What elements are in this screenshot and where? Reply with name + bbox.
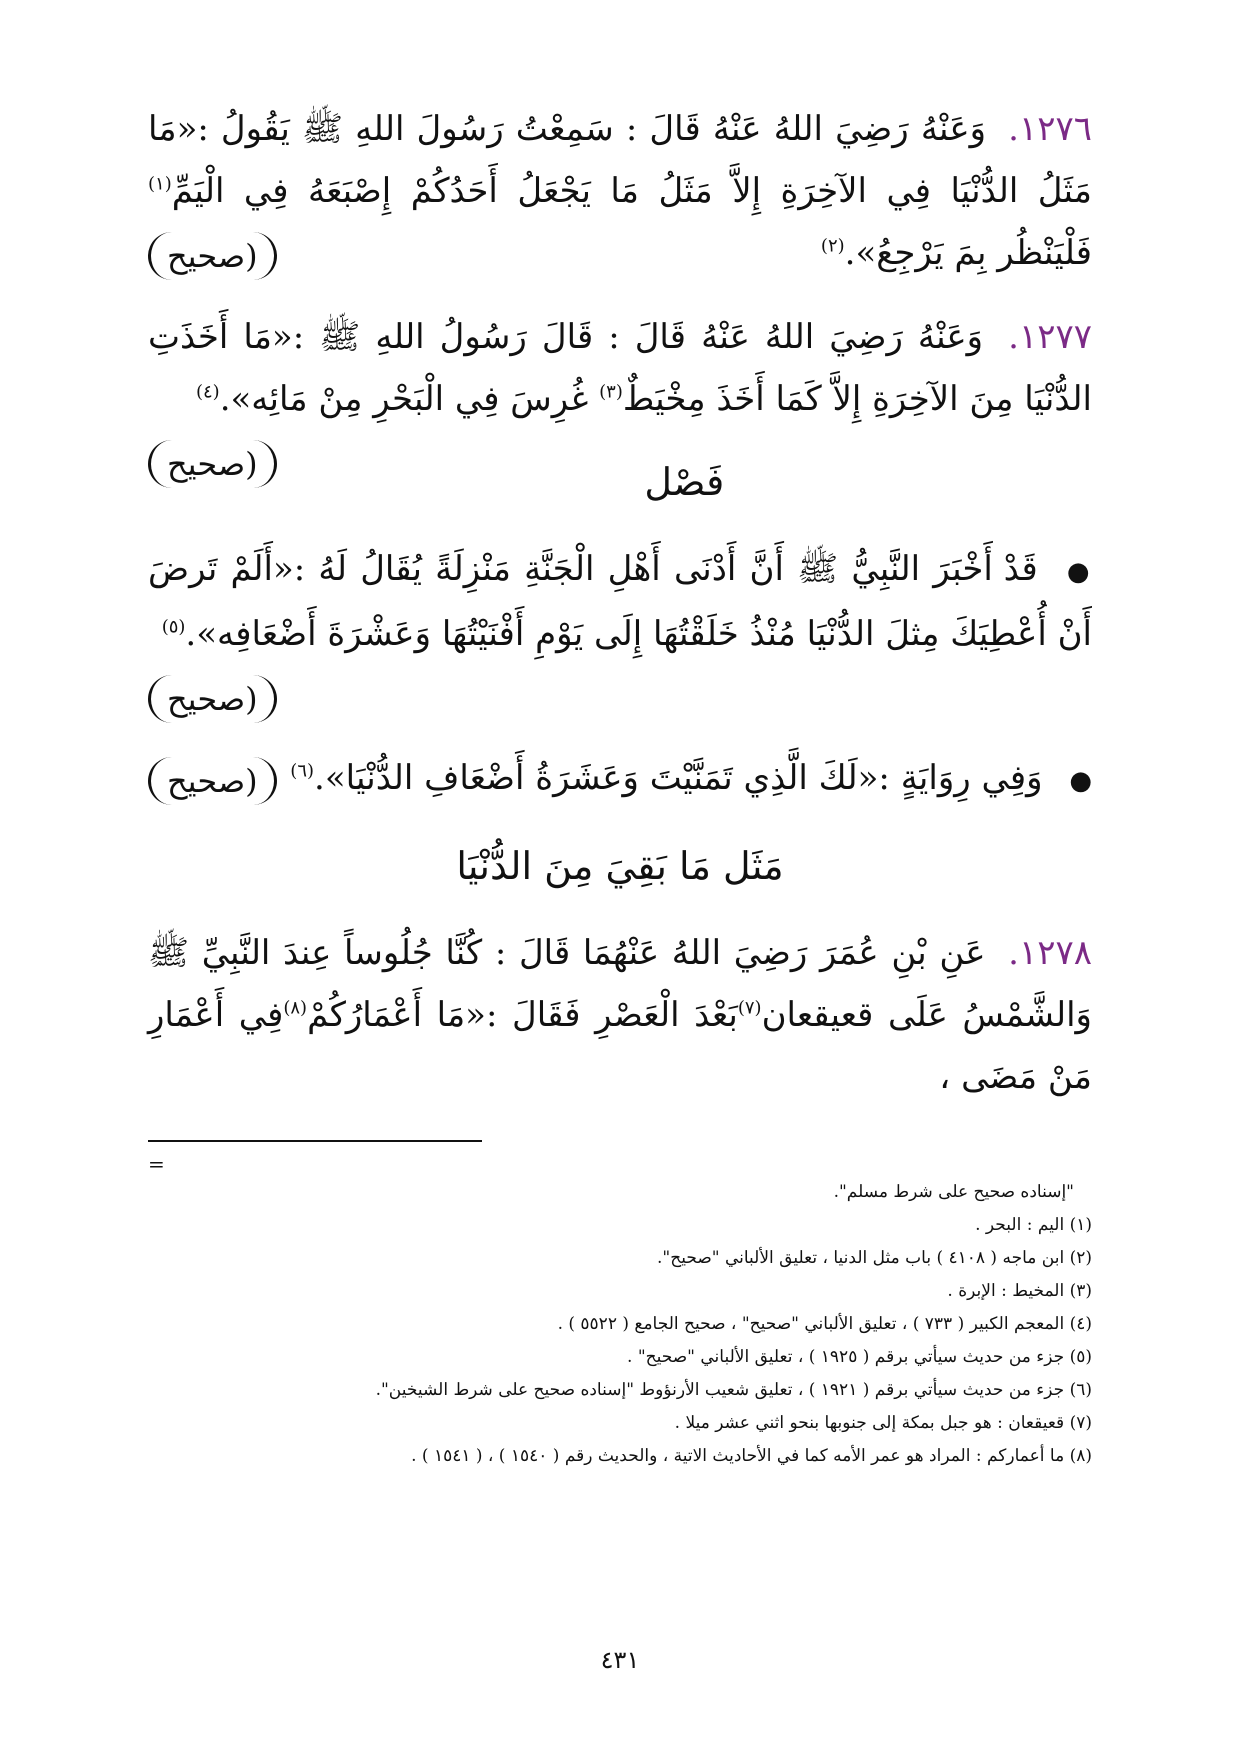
bullet-text: وَفِي رِوَايَةٍ :«لَكَ الَّذِي تَمَنَّيْتَ وَعَشَرَةُ أَضْعَافِ الدُّنْيَا». xyxy=(314,758,1043,798)
main-text xyxy=(148,98,1092,1130)
hadith-number: ١٢٧٦. xyxy=(1008,109,1092,149)
page-number: ٤٣١ xyxy=(600,1646,640,1674)
footnote-item: (٥) جزء من حديث سيأتي برقم ( ١٩٢٥ ) ، تعليق الألباني "صحيح" . xyxy=(627,1347,1092,1367)
bullet-icon: ● xyxy=(1069,766,1092,796)
hadith-1278 xyxy=(148,922,1092,1108)
grade-badge: (صحيح xyxy=(148,232,277,280)
section-heading: فَصْل xyxy=(644,460,725,504)
footnote-ref: (٦) xyxy=(290,760,315,782)
hadith-text: وَعَنْهُ رَضِيَ اللهُ عَنْهُ قَالَ : قَالَ رَسُولُ اللهِ ﷺ :«مَا أَخَذَتِ الدُّنْيَا مِنَ الآخِرَةِ إِلاَّ كَمَا أَخَذَ مِخْيَطٌ xyxy=(148,317,1092,419)
bullet-item xyxy=(148,538,1092,723)
footnote-ref: (٣) xyxy=(599,381,623,403)
bullet-item xyxy=(148,747,1092,812)
section-heading: مَثَل مَا بَقِيَ مِنَ الدُّنْيَا xyxy=(456,844,784,888)
footnote-item: (٧) قعيقعان : هو جبل بمكة إلى جنوبها بنحو اثني عشر ميلا . xyxy=(674,1413,1092,1433)
footnote-ref: (٨) xyxy=(283,997,308,1019)
hadith-text: فَلْيَنْظُر بِمَ يَرْجِعُ». xyxy=(844,233,1092,273)
grade-badge: (صحيح xyxy=(148,757,277,805)
footnote-item: (٢) ابن ماجه ( ٤١٠٨ ) باب مثل الدنيا ، تعليق الألباني "صحيح". xyxy=(657,1248,1092,1268)
footnote-divider xyxy=(148,1140,482,1142)
bullet-icon: ● xyxy=(1066,557,1092,587)
footnote-item: (٤) المعجم الكبير ( ٧٣٣ ) ، تعليق الألباني "صحيح" ، صحيح الجامع ( ٥٥٢٢ ) . xyxy=(557,1314,1092,1334)
footnote-continuation: "إسناده صحيح على شرط مسلم". xyxy=(833,1182,1074,1202)
hadith-number: ١٢٧٨. xyxy=(1008,933,1093,973)
hadith-text: عَنِ بْنِ عُمَرَ رَضِيَ اللهُ عَنْهُمَا قَالَ : كُنَّا جُلُوساً عِندَ النَّبِيِّ ﷺ وَالشَّمْسُ عَلَى قعيقعان xyxy=(148,933,1092,1035)
footnote-item: (٦) جزء من حديث سيأتي برقم ( ١٩٢١ ) ، تعليق شعيب الأرنؤوط "إسناده صحيح على شرط الشيخين". xyxy=(375,1380,1092,1400)
footnote-ref: (١) xyxy=(148,173,172,195)
footnotes xyxy=(148,1152,1092,1473)
footnote-ref: (٢) xyxy=(820,235,845,257)
continuation-mark: = xyxy=(148,1152,165,1176)
hadith-text: بَعْدَ الْعَصْرِ فَقَالَ :«مَا أَعْمَارُكُمْ xyxy=(307,995,738,1035)
footnote-ref: (٤) xyxy=(195,381,220,403)
hadith-text: غُرِسَ فِي الْبَحْرِ مِنْ مَائِه». xyxy=(219,379,600,419)
grade-badge: (صحيح xyxy=(148,440,277,488)
grade-badge: (صحيح xyxy=(148,675,277,723)
bullet-text: قَدْ أَخْبَرَ النَّبِيُّ ﷺ أَنَّ أَدْنَى أَهْلِ الْجَنَّةِ مَنْزِلَةً يُقَالُ لَهُ :«أَلَمْ تَرضَ أَنْ أُعْطِيَكَ مِثلَ الدُّنْيَا مُنْذُ خَلَقْتُهَا إِلَى يَوْمِ أَفْنَيْتُهَا وَعَشْرَةَ أَضْعَافِه». xyxy=(148,549,1092,654)
hadith-text: وَعَنْهُ رَضِيَ اللهُ عَنْهُ قَالَ : سَمِعْتُ رَسُولَ اللهِ ﷺ يَقُولُ :«مَا مَثَلُ الدُّنْيَا فِي الآخِرَةِ إِلاَّ مَثَلُ مَا يَجْعَلُ أَحَدُكُمْ إِصْبَعَهُ فِي الْيَمِّ xyxy=(148,109,1092,211)
hadith-text: فِي أَعْمَارِ مَنْ مَضَى ، xyxy=(148,995,1092,1097)
footnote-ref: (٧) xyxy=(737,997,762,1019)
footnote-item: (٨) ما أعماركم : المراد هو عمر الأمه كما في الأحاديث الاتية ، والحديث رقم ( ١٥٤٠ ) ، ( ١٥٤١ ) . xyxy=(411,1446,1092,1466)
footnote-ref: (٥) xyxy=(161,616,186,638)
hadith-number: ١٢٧٧. xyxy=(1008,317,1092,357)
footnote-item: (١) اليم : البحر . xyxy=(975,1215,1092,1235)
footnote-item: (٣) المخيط : الإبرة . xyxy=(947,1281,1092,1301)
hadith-1276 xyxy=(148,98,1092,284)
